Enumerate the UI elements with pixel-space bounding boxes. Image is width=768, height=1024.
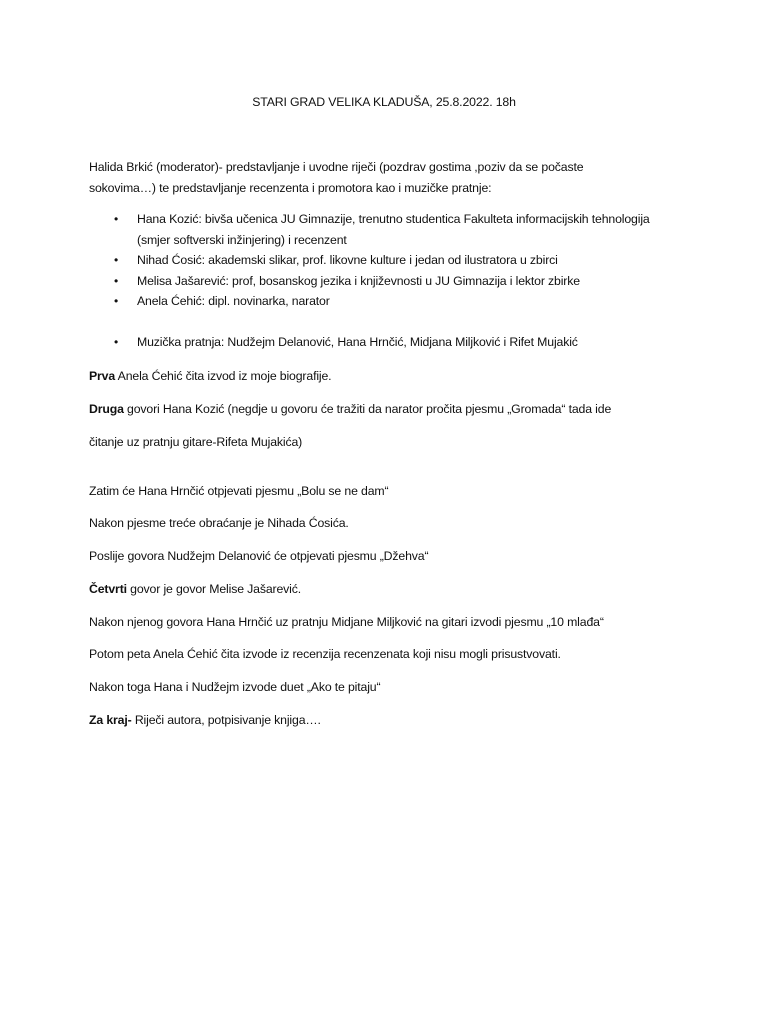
paragraph-10-lead: Za kraj-: [89, 713, 132, 727]
bullet-icon: •: [114, 212, 119, 226]
paragraph-10: [89, 713, 321, 727]
paragraph-6-text: govor je govor Melise Jašarević.: [126, 582, 302, 596]
paragraph-5: Poslije govora Nudžejm Delanović će otpjevati pjesmu „Džehva“: [89, 549, 429, 563]
paragraph-1-lead: Prva: [89, 369, 116, 383]
paragraph-9: Nakon toga Hana i Nudžejm izvode duet „Ako te pitaju“: [89, 680, 381, 694]
paragraph-7: Nakon njenog govora Hana Hrnčić uz pratnju Midjane Miljković na gitari izvodi pjesmu „10 mlađa“: [89, 615, 604, 629]
paragraph-10-text: Riječi autora, potpisivanje knjiga….: [131, 713, 321, 727]
list-item-text: (smjer softverski inžinjering) i recenzent: [137, 233, 347, 247]
bullet-icon: •: [114, 253, 119, 267]
list-item-text: Hana Kozić: bivša učenica JU Gimnazije, trenutno studentica Fakulteta informacijskih tehnologija: [137, 212, 650, 226]
bullet-icon: •: [114, 274, 119, 288]
bullet-icon: •: [114, 335, 119, 349]
paragraph-1: [89, 369, 331, 383]
list-item-text: Anela Ćehić: dipl. novinarka, narator: [137, 294, 330, 308]
document-title: STARI GRAD VELIKA KLADUŠA, 25.8.2022. 18h: [252, 95, 516, 109]
intro-line-2: sokovima…) te predstavljanje recenzenta i promotora kao i muzičke pratnje:: [89, 181, 492, 195]
paragraph-2: [89, 402, 611, 416]
paragraph-3: Zatim će Hana Hrnčić otpjevati pjesmu „Bolu se ne dam“: [89, 484, 389, 498]
paragraph-6-lead: Četvrti: [89, 582, 127, 596]
bullet-icon: •: [114, 294, 119, 308]
paragraph-8: Potom peta Anela Ćehić čita izvode iz recenzija recenzenata koji nisu mogli prisustvovati.: [89, 647, 561, 661]
paragraph-2-text: govori Hana Kozić (negdje u govoru će tražiti da narator pročita pjesmu „Gromada“ tada ide: [123, 402, 612, 416]
paragraph-2-lead: Druga: [89, 402, 124, 416]
intro-line-1: Halida Brkić (moderator)- predstavljanje i uvodne riječi (pozdrav gostima ,poziv da se počaste: [89, 160, 584, 174]
list-item-text: Melisa Jašarević: prof, bosanskog jezika i književnosti u JU Gimnazija i lektor zbirke: [137, 274, 580, 288]
paragraph-1-text: Anela Ćehić čita izvod iz moje biografije.: [115, 369, 332, 383]
paragraph-6: [89, 582, 301, 596]
list-item-text: Muzička pratnja: Nudžejm Delanović, Hana Hrnčić, Midjana Miljković i Rifet Mujakić: [137, 335, 578, 349]
paragraph-2-continuation: čitanje uz pratnju gitare-Rifeta Mujakića): [89, 435, 303, 449]
paragraph-4: Nakon pjesme treće obraćanje je Nihada Ćosića.: [89, 516, 349, 530]
list-item-text: Nihad Ćosić: akademski slikar, prof. likovne kulture i jedan od ilustratora u zbirci: [137, 253, 558, 267]
